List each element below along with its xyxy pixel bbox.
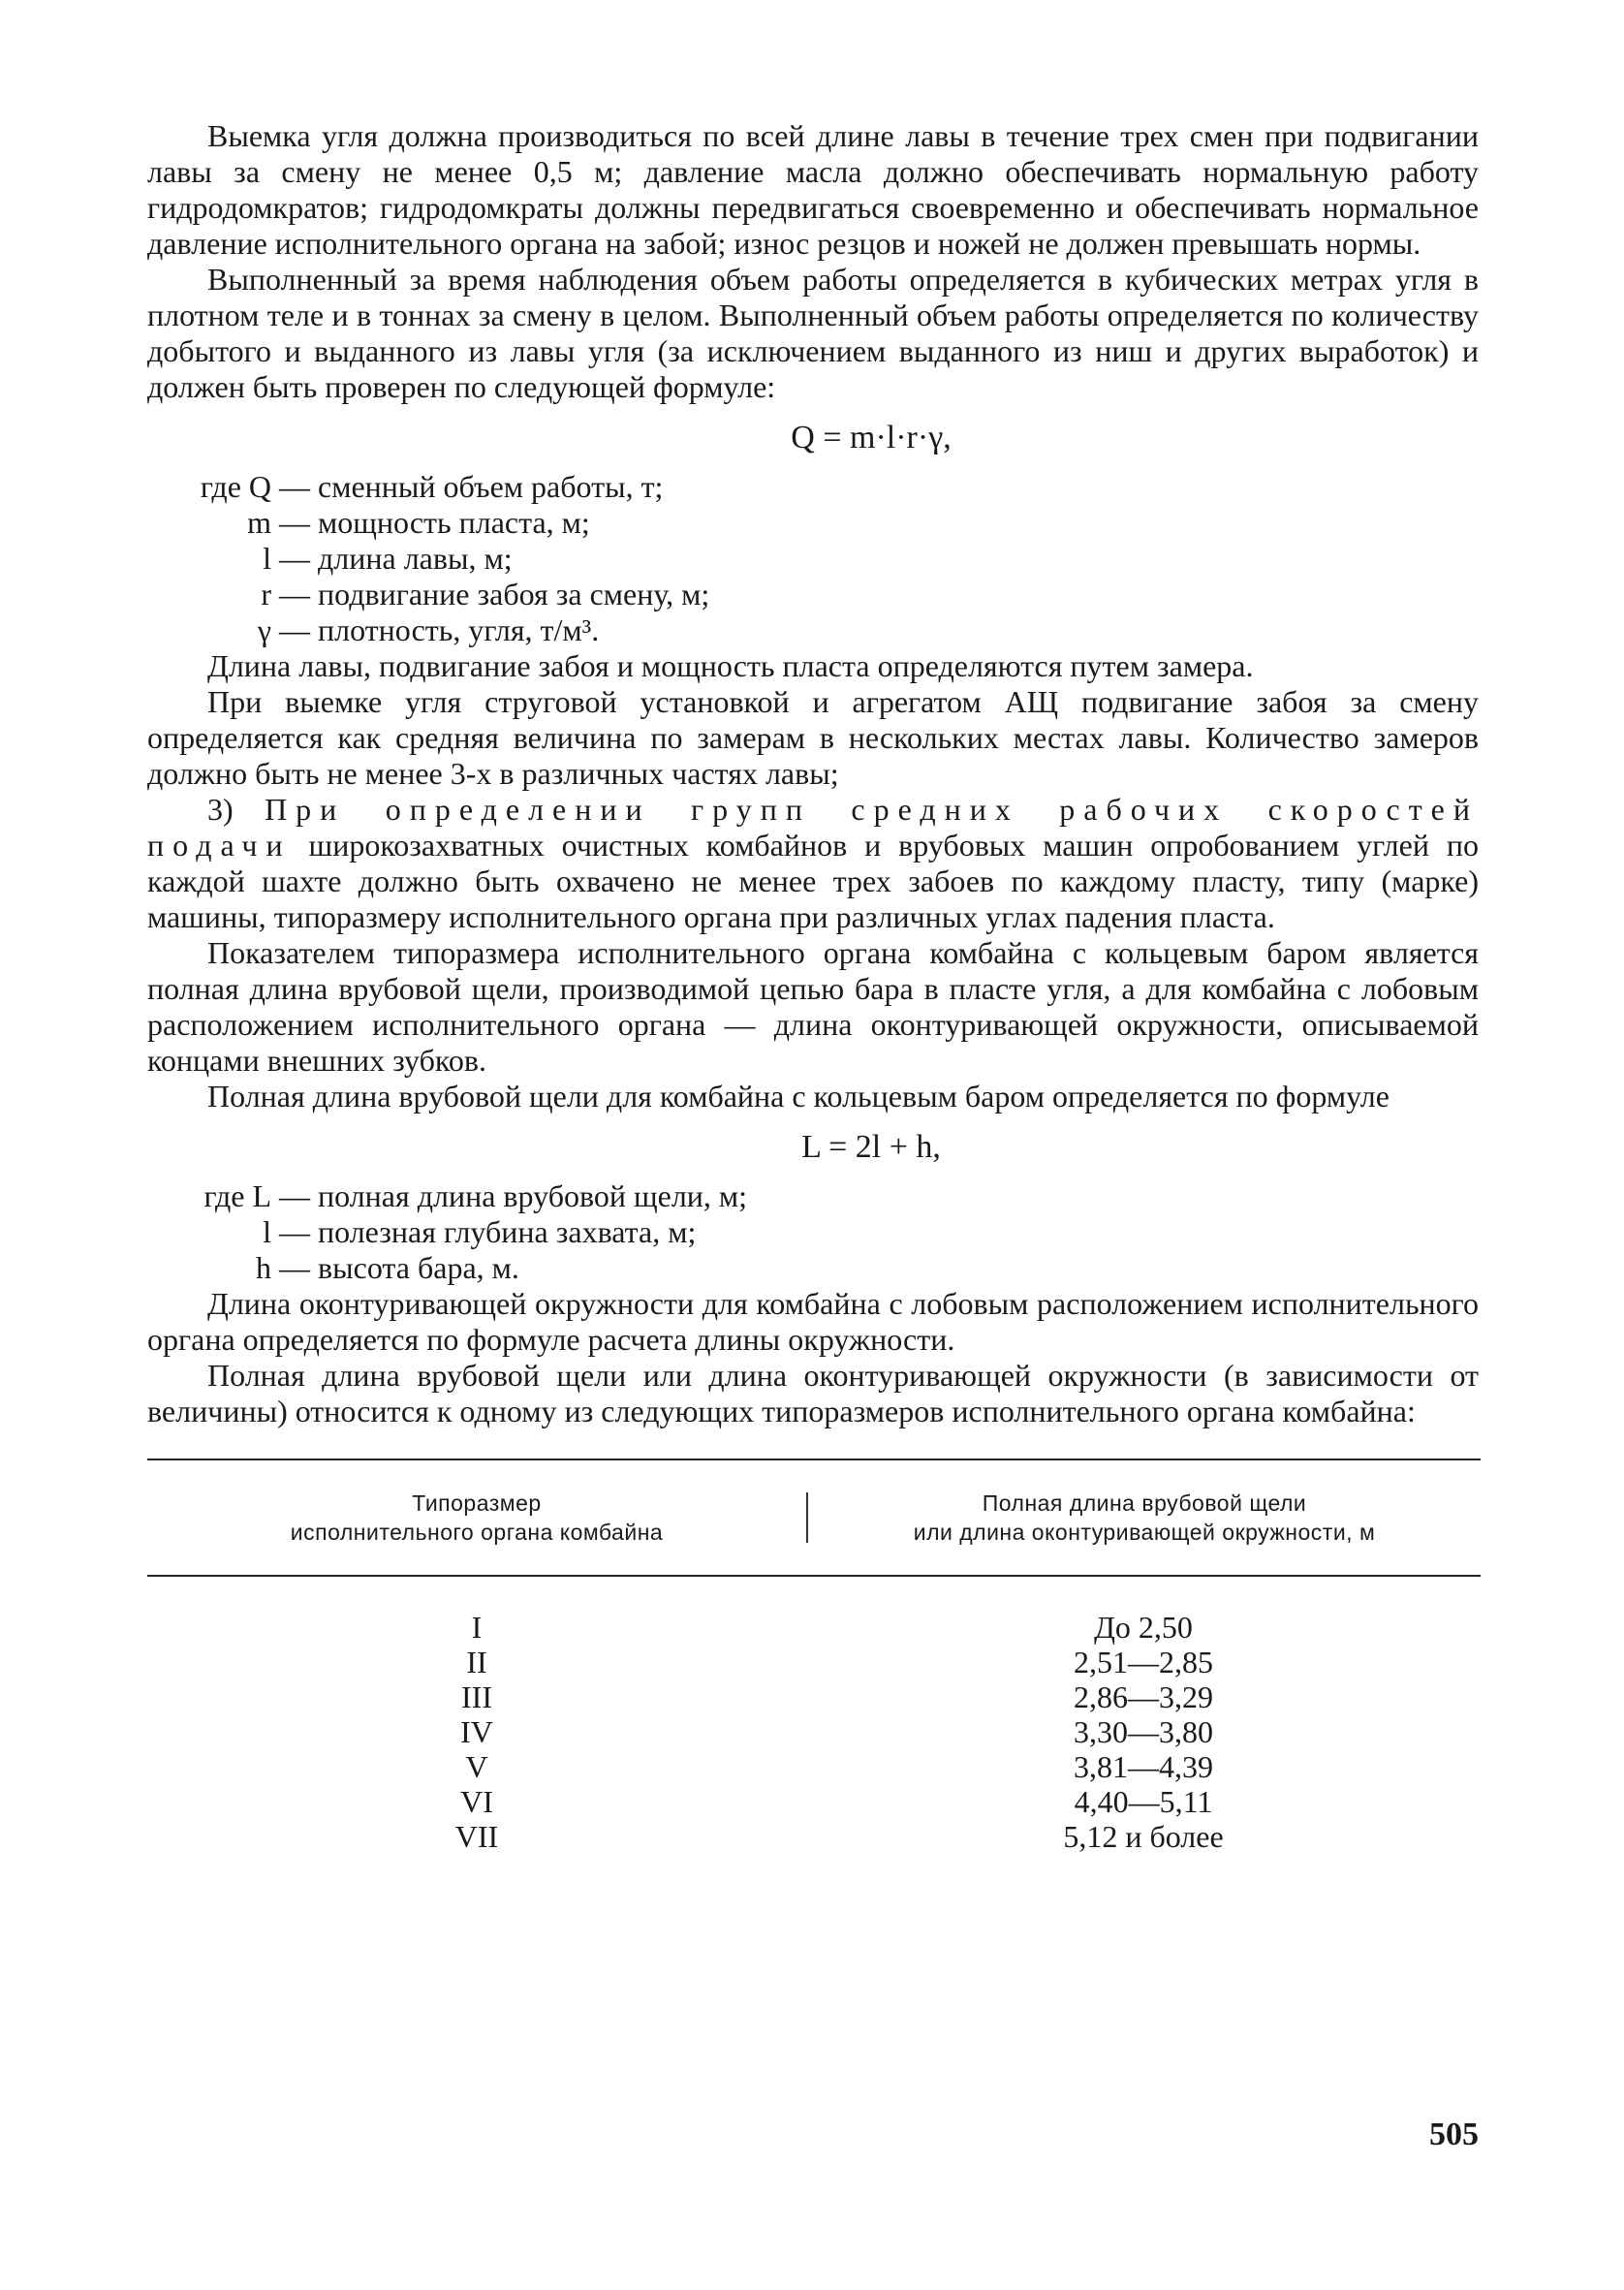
legend-text: — плотность, угля, т/м³.: [279, 612, 600, 647]
paragraph-measurement: Длина лавы, подвигание забоя и мощность пласта определяются путем замера.: [207, 648, 1254, 683]
legend-text: — мощность пласта, м;: [279, 505, 590, 540]
paragraph-speed-groups: [147, 792, 1479, 935]
cell-size-type: IV: [460, 1714, 493, 1749]
header-line: Полная длина врубовой щели: [982, 1490, 1307, 1516]
header-line: Типоразмер: [412, 1490, 542, 1516]
formula-cut-length: L = 2l + h,: [801, 1129, 941, 1165]
cell-cut-length: До 2,50: [1094, 1610, 1193, 1645]
page-number: 505: [1429, 2117, 1479, 2152]
formula-legend-cut-length: [147, 1178, 1479, 1286]
cell-cut-length: 2,51—2,85: [1074, 1645, 1213, 1679]
legend-symbol: l: [263, 1214, 271, 1249]
legend-symbol: r: [261, 577, 271, 612]
legend-text: — высота бара, м.: [279, 1250, 519, 1285]
table-row: [147, 1749, 1481, 1784]
legend-symbol: где L: [203, 1178, 271, 1213]
cell-cut-length: 5,12 и более: [1063, 1819, 1224, 1854]
paragraph-plow-installation: При выемке угля струговой установкой и агрегатом АЩ подвигание забоя за смену определяется как средняя величина по замерам в нескольких местах лавы. Количество замеров должно быть не менее 3-х в различных частях лавы;: [147, 684, 1479, 791]
legend-symbol: γ: [257, 612, 271, 647]
cell-cut-length: 3,30—3,80: [1074, 1714, 1213, 1749]
legend-row: [147, 1178, 1479, 1214]
paragraph-full-length: Полная длина врубовой щели для комбайна с кольцевым баром определяется по формуле: [207, 1079, 1390, 1114]
legend-row: [147, 505, 1479, 541]
cell-size-type: II: [466, 1645, 487, 1679]
legend-row: [147, 612, 1479, 648]
size-table: [147, 1459, 1481, 1854]
legend-row: [147, 1250, 1479, 1286]
legend-symbol: l: [263, 541, 271, 576]
legend-text: — подвигание забоя за смену, м;: [279, 577, 710, 612]
table-row: [147, 1714, 1481, 1749]
table-header: [147, 1460, 1481, 1575]
paragraph-size-indicator: Показателем типоразмера исполнительного органа комбайна с кольцевым баром является полная длина врубовой щели, производимой цепью бара в пласте угля, а для комбайна с лобовым расположением исполнительного органа — длина оконтуривающей окружности, описываемой концами внешних зубков.: [147, 935, 1479, 1078]
cell-size-type: V: [465, 1749, 488, 1784]
item-number: 3): [207, 792, 234, 827]
formula-volume: Q = m·l·r·γ,: [791, 420, 952, 455]
header-size-type: [147, 1489, 806, 1547]
legend-symbol: где Q: [200, 469, 271, 504]
header-cut-length: [808, 1489, 1481, 1547]
paragraph-text: широкозахватных очистных комбайнов и врубовых машин опробованием углей по каждой шахте должно быть охвачено не менее трех забоев по каждому пласту, типу (марке) машины, типоразмеру исполнительного органа при различных углах падения пласта.: [147, 828, 1480, 934]
formula-legend-volume: [147, 469, 1479, 648]
paragraph-coal-extraction: Выемка угля должна производиться по всей длине лавы в течение трех смен при подвигании лавы за смену не менее 0,5 м; давление масла должно обеспечивать нормальную работу гидродомкратов; гидродомкраты должны передвигаться своевременно и обеспечивать нормальное давление исполнительного органа на забой; износ резцов и ножей не должен превышать нормы.: [147, 118, 1479, 261]
cell-cut-length: 4,40—5,11: [1074, 1784, 1213, 1819]
legend-row: [147, 577, 1479, 612]
legend-row: [147, 1214, 1479, 1250]
legend-row: [147, 469, 1479, 505]
table-row: [147, 1610, 1481, 1645]
cell-cut-length: 3,81—4,39: [1074, 1749, 1213, 1784]
legend-symbol: h: [256, 1250, 271, 1285]
paragraph-size-classes: Полная длина врубовой щели или длина оконтуривающей окружности (в зависимости от величины) относится к одному из следующих типоразмеров исполнительного органа комбайна:: [147, 1358, 1479, 1428]
legend-text: — сменный объем работы, т;: [279, 469, 664, 504]
cell-size-type: VI: [460, 1784, 493, 1819]
legend-text: — длина лавы, м;: [279, 541, 513, 576]
header-line: исполнительного органа комбайна: [290, 1520, 664, 1545]
table-row: [147, 1819, 1481, 1854]
table-row: [147, 1679, 1481, 1714]
paragraph-circle-length: Длина оконтуривающей окружности для комбайна с лобовым расположением исполнительного органа определяется по формуле расчета длины окружности.: [147, 1286, 1479, 1357]
spaced-emphasis: При определении групп средних рабочих скоростей подачи: [147, 792, 1480, 863]
table-row: [147, 1645, 1481, 1679]
cell-size-type: VII: [454, 1819, 499, 1854]
header-line: или длина оконтуривающей окружности, м: [913, 1520, 1376, 1545]
legend-symbol: m: [247, 505, 271, 540]
table-row: [147, 1784, 1481, 1819]
paragraph-work-volume: Выполненный за время наблюдения объем работы определяется в кубических метрах угля в плотном теле и в тоннах за смену в целом. Выполненный объем работы определяется по количеству добытого и выданного из лавы угля (за исключением выданного из ниш и других выработок) и должен быть проверен по следующей формуле:: [147, 262, 1479, 404]
cell-size-type: III: [461, 1679, 492, 1714]
cell-size-type: I: [471, 1610, 483, 1645]
legend-text: — полная длина врубовой щели, м;: [279, 1178, 748, 1213]
table-body: [147, 1577, 1481, 1854]
cell-cut-length: 2,86—3,29: [1074, 1679, 1213, 1714]
legend-text: — полезная глубина захвата, м;: [279, 1214, 697, 1249]
legend-row: [147, 541, 1479, 577]
